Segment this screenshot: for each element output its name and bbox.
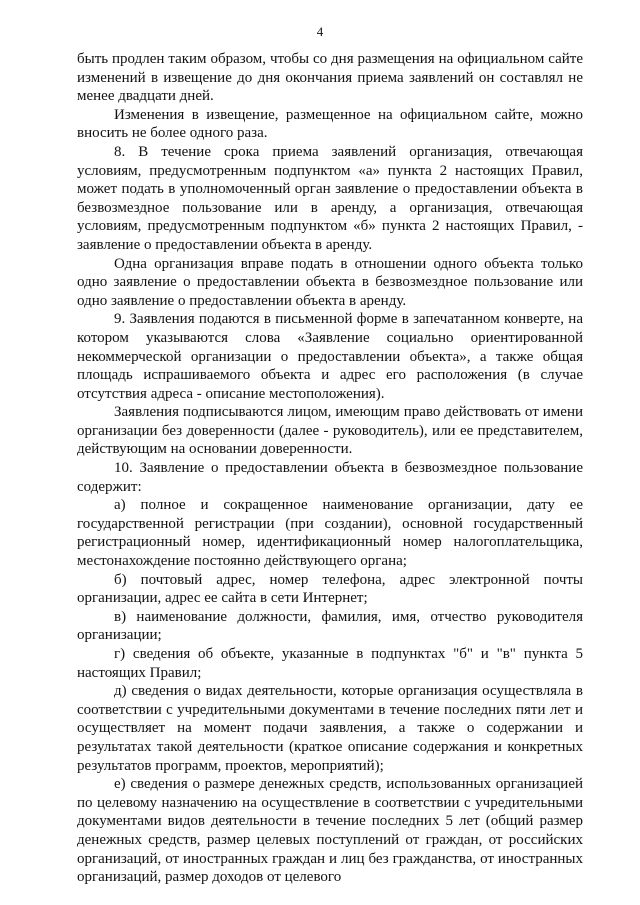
paragraph-clause-9: 9. Заявления подаются в письменной форме в запечатанном конверте, на котором указываются слова «Заявление социально ориентированной некоммерческой организации о предоставлении объекта», а также общая площадь испрашиваемого объекта и адрес его расположения (в случае отсутствия адреса - описание местоположения).: [77, 311, 583, 402]
page-number: 4: [316, 24, 324, 39]
paragraph-clause-8: 8. В течение срока приема заявлений организация, отвечающая условиям, предусмотренным подпунктом «а» пункта 2 настоящих Правил, может подать в уполномоченный орган заявление о предоставлении объекта в безвозмездное пользование или в аренду, а организация, отвечающая условиям, предусмотренным подпунктом «б» пункта 2 настоящих Правил, - заявление о предоставлении объекта в аренду.: [77, 143, 583, 253]
paragraph-continuation: быть продлен таким образом, чтобы со дня размещения на официальном сайте изменений в извещение до дня окончания приема заявлений он составлял не менее двадцати дней.: [77, 51, 583, 105]
paragraph-signature: Заявления подписываются лицом, имеющим право действовать от имени организации без доверенности (далее - руководитель), или ее представителем, действующим на основании доверенности.: [77, 404, 583, 458]
paragraph-clause-10: 10. Заявление о предоставлении объекта в безвозмездное пользование содержит:: [77, 460, 583, 495]
body-text: [77, 50, 583, 887]
paragraph-one-application: Одна организация вправе подать в отношении одного объекта только одно заявление о предоставлении объекта в безвозмездное пользование или одно заявление о предоставлении объекта в аренду.: [77, 255, 583, 309]
list-item-e: е) сведения о размере денежных средств, использованных организацией по целевому назначению на осуществление в соответствии с учредительными документами видов деятельности в течение последних 5 лет (общий размер денежных средств, размер целевых поступлений от граждан, от российских организаций, от иностранных граждан и лиц без гражданства, от иностранных организаций, размер доходов от целевого: [77, 776, 583, 886]
paragraph-amendments: Изменения в извещение, размещенное на официальном сайте, можно вносить не более одного раза.: [77, 106, 583, 142]
list-item-g: г) сведения об объекте, указанные в подпунктах "б" и "в" пункта 5 настоящих Правил;: [77, 646, 583, 681]
list-item-b: б) почтовый адрес, номер телефона, адрес электронной почты организации, адрес ее сайта в сети Интернет;: [77, 571, 583, 607]
list-item-v: в) наименование должности, фамилия, имя, отчество руководителя организации;: [77, 608, 583, 644]
list-item-d: д) сведения о видах деятельности, которые организация осуществляла в соответствии с учредительными документами в течение последних пяти лет и осуществляет на момент подачи заявления, а также о содержании и результатах такой деятельности (краткое описание содержания и конкретных результатов программ, проектов, мероприятий);: [77, 683, 583, 774]
list-item-a: а) полное и сокращенное наименование организации, дату ее государственной регистрации (при создании), основной государственный регистрационный номер, идентификационный номер налогоплательщика, местонахождение постоянно действующего органа;: [77, 497, 583, 570]
